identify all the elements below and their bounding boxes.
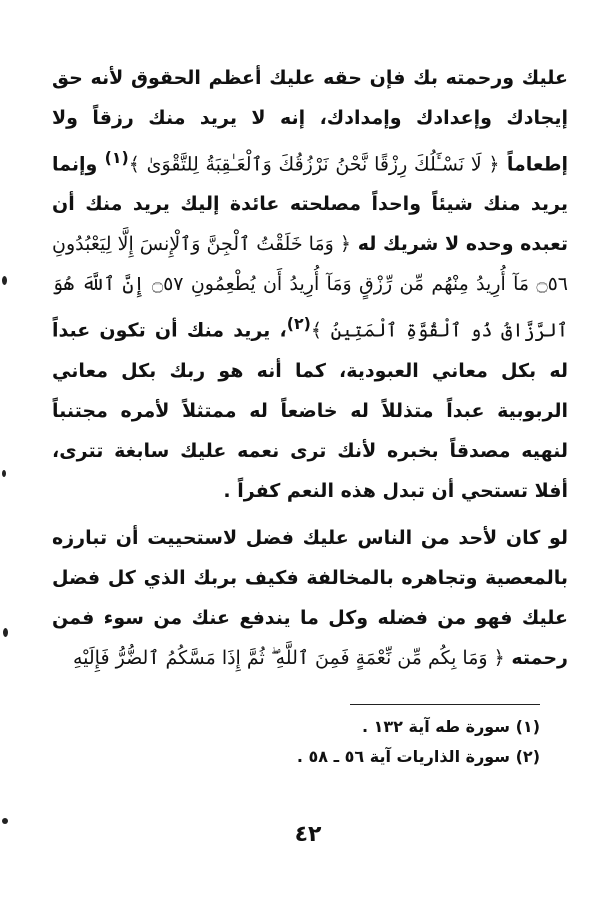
footnote-divider — [350, 704, 540, 705]
scan-edge-mark — [2, 818, 8, 824]
text-segment: وإنما يريد منك شيئاً واحداً مصلحته عائدة إليك يريد منك أن تعبده وحده لا شريك له — [52, 153, 568, 256]
paragraph-1 — [52, 58, 568, 511]
footnote-2: (٢) سورة الذاريات آية ٥٦ ـ ٥٨ . — [296, 747, 540, 766]
footnote-1: (١) سورة طه آية ١٣٢ . — [361, 717, 540, 736]
text-segment: لو كان لأحد من الناس عليك فضل لاستحييت أن تبارزه بالمعصية وتجاهره بالمخالفة فكيف بربك الذي كل فضل عليك فهو من فضله وكل ما يندفع عنك من سوء فمن رحمته — [52, 527, 568, 669]
quran-verse-taha: ﴿ لَا نَسْـَٔلُكَ رِزْقًا نَّحْنُ نَرْزُقُكَ وَٱلْعَـٰقِبَةُ لِلتَّقْوَىٰ ﴾ — [128, 153, 500, 176]
scan-edge-mark — [3, 628, 8, 637]
footnote-ref-1[interactable]: (١) — [104, 148, 129, 167]
footnote-ref-2[interactable]: (٢) — [286, 314, 311, 334]
quran-verse-dhariyat: ﴿ وَمَا خَلَقْتُ ٱلْجِنَّ وَٱلْإِنسَ إِلَّا لِيَعْبُدُونِ ۝٥٦ مَآ أُرِيدُ مِنْهُم مِّن رِّزْقٍ وَمَآ أُرِيدُ أَن يُطْعِمُونِ ۝٥٧ إِنَّ ٱللَّهَ هُوَ ٱلرَّزَّاقُ ذُو ٱلْقُوَّةِ ٱلْمَتِينُ ﴾ — [52, 233, 568, 342]
scan-edge-mark — [2, 276, 7, 285]
footnotes — [240, 712, 540, 772]
scan-edge-mark — [2, 470, 6, 477]
text-segment: ، يريد منك أن تكون عبداً له بكل معاني العبودية، كما أنه هو ربك بكل معاني الربوبية عبداً متذللاً له خاضعاً له ممتثلاً لأمره مجتنباً لنهيه مصدقاً بخبره لأنك ترى نعمه عليك سابغة تترى، أفلا تستحي أن تبدل هذه النعم كفراً . — [52, 319, 568, 502]
text-segment: عليك ورحمته بك فإن حقه عليك أعظم الحقوق لأنه حق إيجادك وإعدادك وإمدادك، إنه لا يريد منك رزقاً ولا إطعاماً — [52, 67, 569, 176]
paragraph-2 — [52, 518, 568, 678]
page-number: ٤٢ — [294, 822, 322, 847]
quran-verse-nahl: ﴿ وَمَا بِكُم مِّن نِّعْمَةٍ فَمِنَ ٱللَّهِ ۖ ثُمَّ إِذَا مَسَّكُمُ ٱلضُّرُّ فَإِلَيْهِ — [72, 647, 505, 669]
